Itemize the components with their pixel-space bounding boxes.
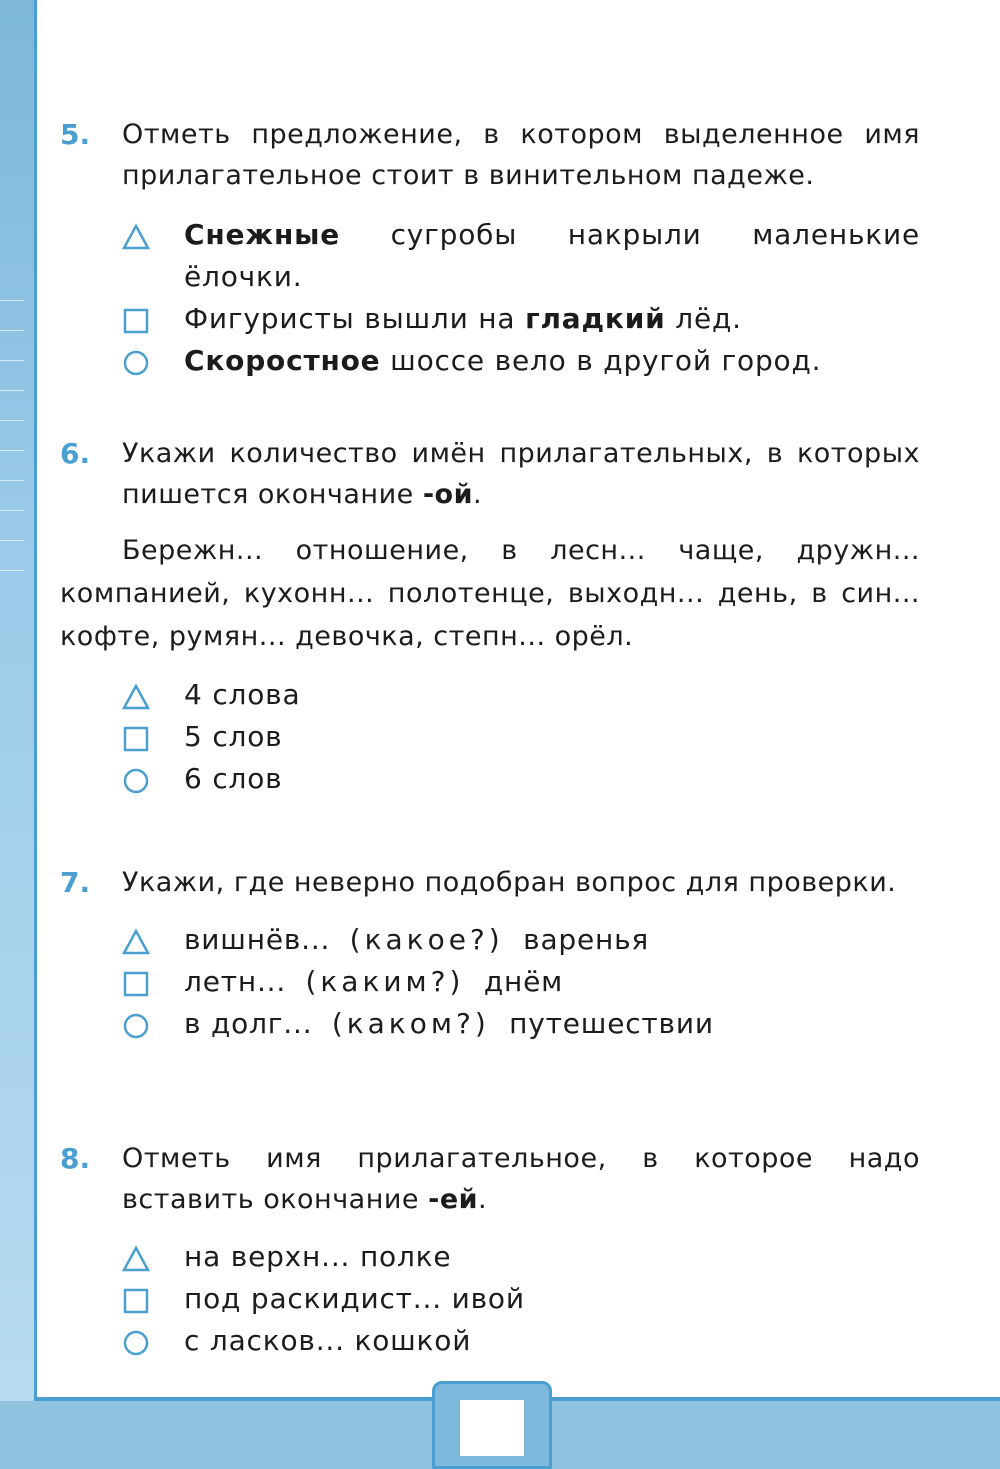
option-square[interactable]: под раскидист... ивой xyxy=(122,1278,920,1320)
options-list xyxy=(122,1236,920,1362)
circle-icon[interactable] xyxy=(122,1012,150,1040)
task-6 xyxy=(60,433,920,800)
left-decorative-strip xyxy=(0,0,34,1469)
task-number: 8. xyxy=(60,1142,91,1175)
option-circle[interactable]: с ласков... кошкой xyxy=(122,1320,920,1362)
option-square[interactable]: 5 слов xyxy=(122,716,920,758)
option-triangle[interactable]: на верхн... полке xyxy=(122,1236,920,1278)
options-list xyxy=(122,919,920,1045)
task-number: 7. xyxy=(60,866,91,899)
task-7 xyxy=(60,862,920,1045)
option-triangle[interactable]: 4 слова xyxy=(122,674,920,716)
triangle-icon[interactable] xyxy=(122,1245,150,1273)
options-list xyxy=(122,214,920,382)
task-8 xyxy=(60,1138,920,1362)
square-icon[interactable] xyxy=(122,970,150,998)
options-list xyxy=(122,674,920,800)
task-question: Отметь имя прилагательное, в которое надо вставить окончание -ей. xyxy=(122,1143,920,1215)
circle-icon[interactable] xyxy=(122,767,150,795)
option-square[interactable]: летн... (каким?) днём xyxy=(122,961,920,1003)
task-number: 6. xyxy=(60,437,91,470)
triangle-icon[interactable] xyxy=(122,683,150,711)
option-circle[interactable]: Скоростное шоссе вело в другой город. xyxy=(122,340,920,382)
task-paragraph: Бережн... отношение, в лесн... чаще, дружн... компанией, кухонн... полотенце, выходн... день, в син... кофте, румян... девочка, степн... орёл. xyxy=(60,535,920,652)
task-5 xyxy=(60,114,920,382)
circle-icon[interactable] xyxy=(122,1329,150,1357)
option-triangle[interactable]: Снежные сугробы накрыли маленькие ёлочки. xyxy=(122,214,920,298)
option-circle[interactable]: 6 слов xyxy=(122,758,920,800)
task-question: Укажи, где неверно подобран вопрос для проверки. xyxy=(122,867,897,898)
option-triangle[interactable]: вишнёв... (какое?) варенья xyxy=(122,919,920,961)
triangle-icon[interactable] xyxy=(122,928,150,956)
page-number-tab xyxy=(432,1381,552,1469)
square-icon[interactable] xyxy=(122,1287,150,1315)
task-question: Укажи количество имён прилагательных, в которых пишется окончание -ой. xyxy=(122,438,920,510)
option-square[interactable]: Фигуристы вышли на гладкий лёд. xyxy=(122,298,920,340)
triangle-icon[interactable] xyxy=(122,223,150,251)
page-number-box xyxy=(460,1400,524,1456)
option-circle[interactable]: в долг... (каком?) путешествии xyxy=(122,1003,920,1045)
task-number: 5. xyxy=(60,118,91,151)
circle-icon[interactable] xyxy=(122,349,150,377)
task-question: Отметь предложение, в котором выделенное имя прилагательное стоит в винительном падеже. xyxy=(122,119,920,191)
square-icon[interactable] xyxy=(122,307,150,335)
square-icon[interactable] xyxy=(122,725,150,753)
